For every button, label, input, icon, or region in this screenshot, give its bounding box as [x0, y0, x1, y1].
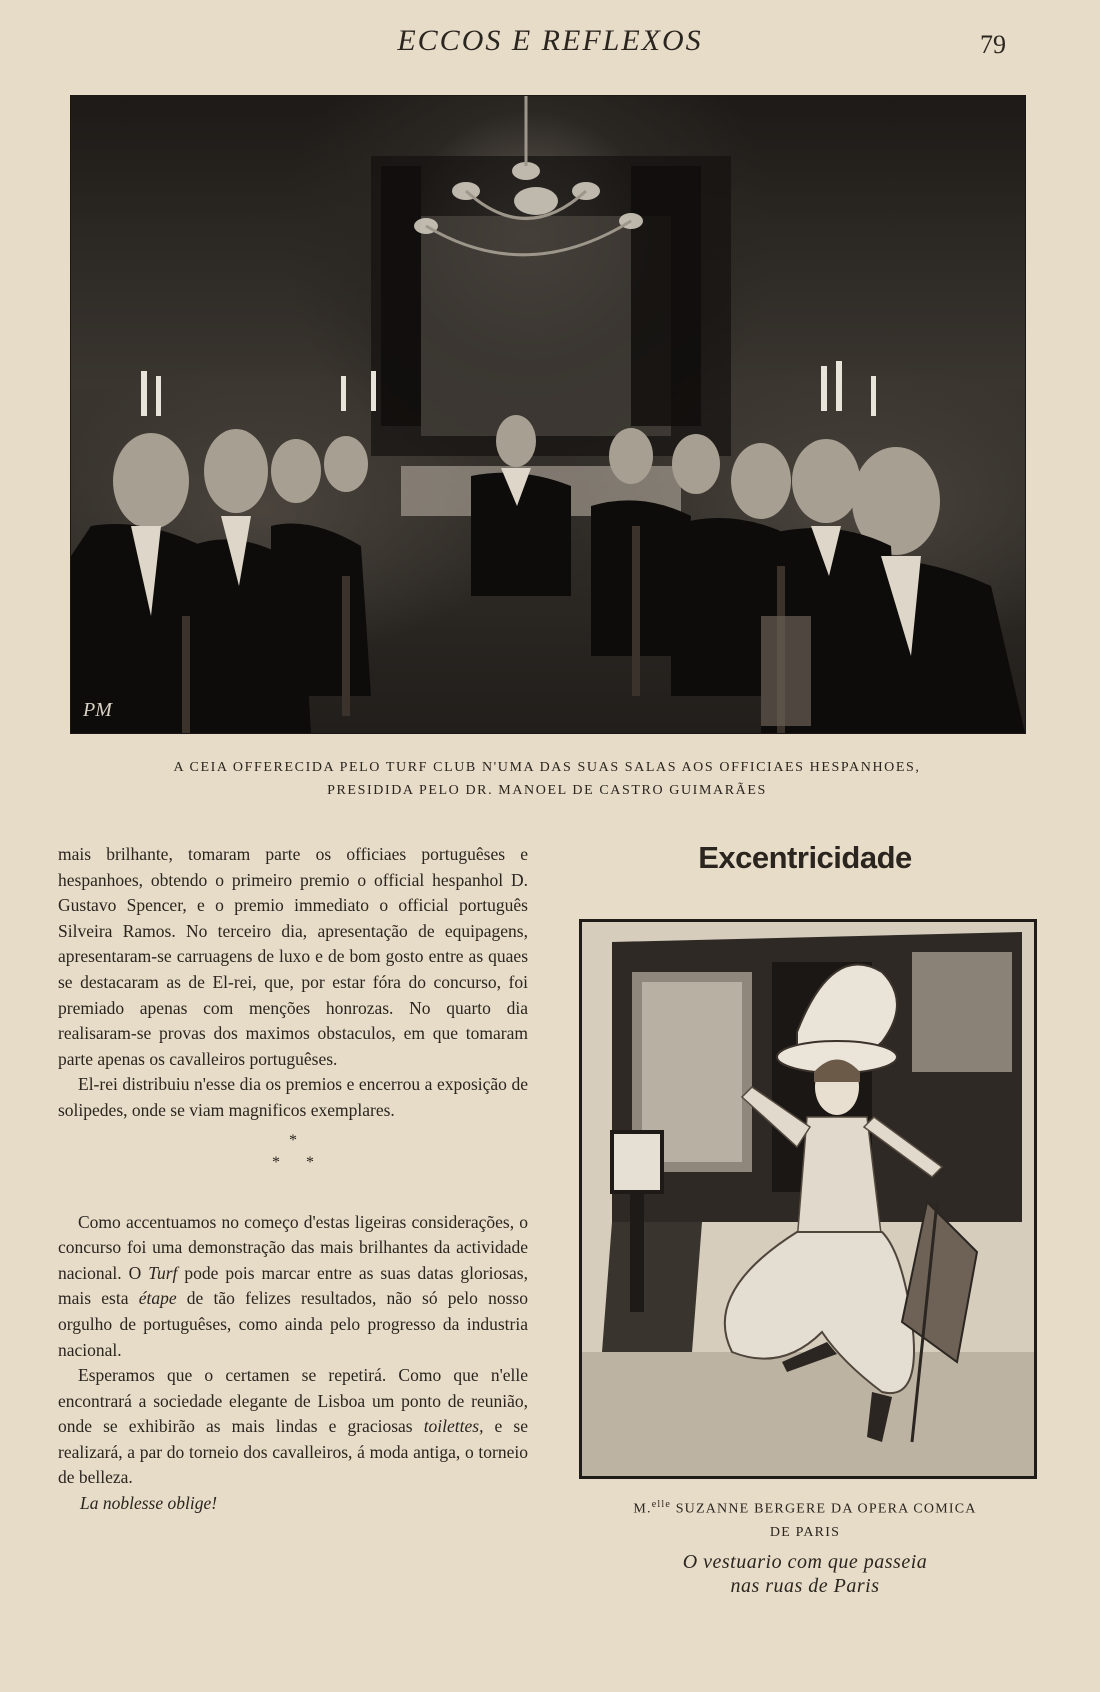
caption-title-prefix: M. [633, 1501, 652, 1517]
text-run: e se realizará, a par do torneio dos cavalleiros, á moda antiga, o torneio de belleza. [58, 1416, 528, 1488]
illustration-subcaption-line1: O vestuario com que passeia [682, 1551, 928, 1573]
italic-word-toilettes: toilettes, [423, 1416, 484, 1437]
illustration-caption-line1 [579, 1493, 1031, 1521]
sidebar-heading: Excentricidade [698, 840, 912, 875]
article-column [58, 842, 528, 1517]
text-run: pode pois marcar entre as suas datas gloriosas, mais esta [58, 1262, 528, 1309]
fashion-illustration [579, 919, 1037, 1479]
text-run: de tão felizes resultados, não só pelo nosso orgulho de portuguêses, como ainda pelo progresso da industria nacional. [58, 1288, 528, 1360]
page-number: 79 [980, 30, 1006, 59]
text-run: Como accentuamos no começo d'estas ligeiras considerações, o concurso foi uma demonstração das mais brilhantes da actividade nacional. O [58, 1211, 528, 1283]
article-signoff: La noblesse oblige! [80, 1493, 218, 1514]
article-paragraph [58, 1210, 528, 1364]
illustration-subcaption-line2: nas ruas de Paris [730, 1575, 880, 1597]
article-paragraph: mais brilhante, tomaram parte os officiaes portuguêses e hespanhoes, obtendo o primeiro premio o official hespanhol D. Gustavo Spencer, e o premio immediato o official português Silveira Ramos. No terceiro dia, apresentação de equipagens, apresentaram-se carruagens de luxo e de bom gosto entre as quaes se destacaram as de El-rei, que, por estar fóra do concurso, foi premiado apenas com menções honrozas. No quarto dia realisaram-se provas dos maximos obstaculos, em que tomaram parte apenas os cavalleiros portuguêses. [58, 844, 528, 1069]
illustration-caption-line2: DE PARIS [769, 1524, 841, 1540]
photo-caption [70, 756, 1024, 802]
divider-star-top: * [289, 1131, 297, 1149]
article-paragraph [58, 1363, 528, 1491]
article-paragraph: El-rei distribuiu n'esse dia os premios e encerrou a exposição de solipedes, onde se viam magnificos exemplares. [58, 1074, 528, 1120]
running-header: ECCOS E REFLEXOS [397, 24, 703, 57]
caption-title-superscript: elle [651, 1499, 671, 1510]
photo-caption-line2: PRESIDIDA PELO DR. MANOEL DE CASTRO GUIMARÃES [327, 783, 767, 798]
photo-caption-line1: A CEIA OFFERECIDA PELO TURF CLUB N'UMA DAS SUAS SALAS AOS OFFICIAES HESPANHOES, [173, 760, 921, 775]
caption-title-rest: SUZANNE BERGERE DA OPERA COMICA [671, 1501, 977, 1517]
illustration-caption [579, 1493, 1031, 1544]
text-run: Esperamos que o certamen se repetirá. Como que n'elle encontrará a sociedade elegante de Lisboa um ponto de reunião, onde se exhibirão as mais lindas e graciosas [58, 1365, 528, 1437]
italic-word-etape: étape [138, 1288, 177, 1309]
divider-star-bottom: * * [272, 1153, 314, 1171]
photo-monogram: PM [83, 699, 112, 721]
illustration-subcaption [579, 1550, 1031, 1598]
banquet-photograph [70, 95, 1026, 734]
section-divider [58, 1130, 528, 1174]
italic-word-turf: Turf [148, 1262, 178, 1283]
